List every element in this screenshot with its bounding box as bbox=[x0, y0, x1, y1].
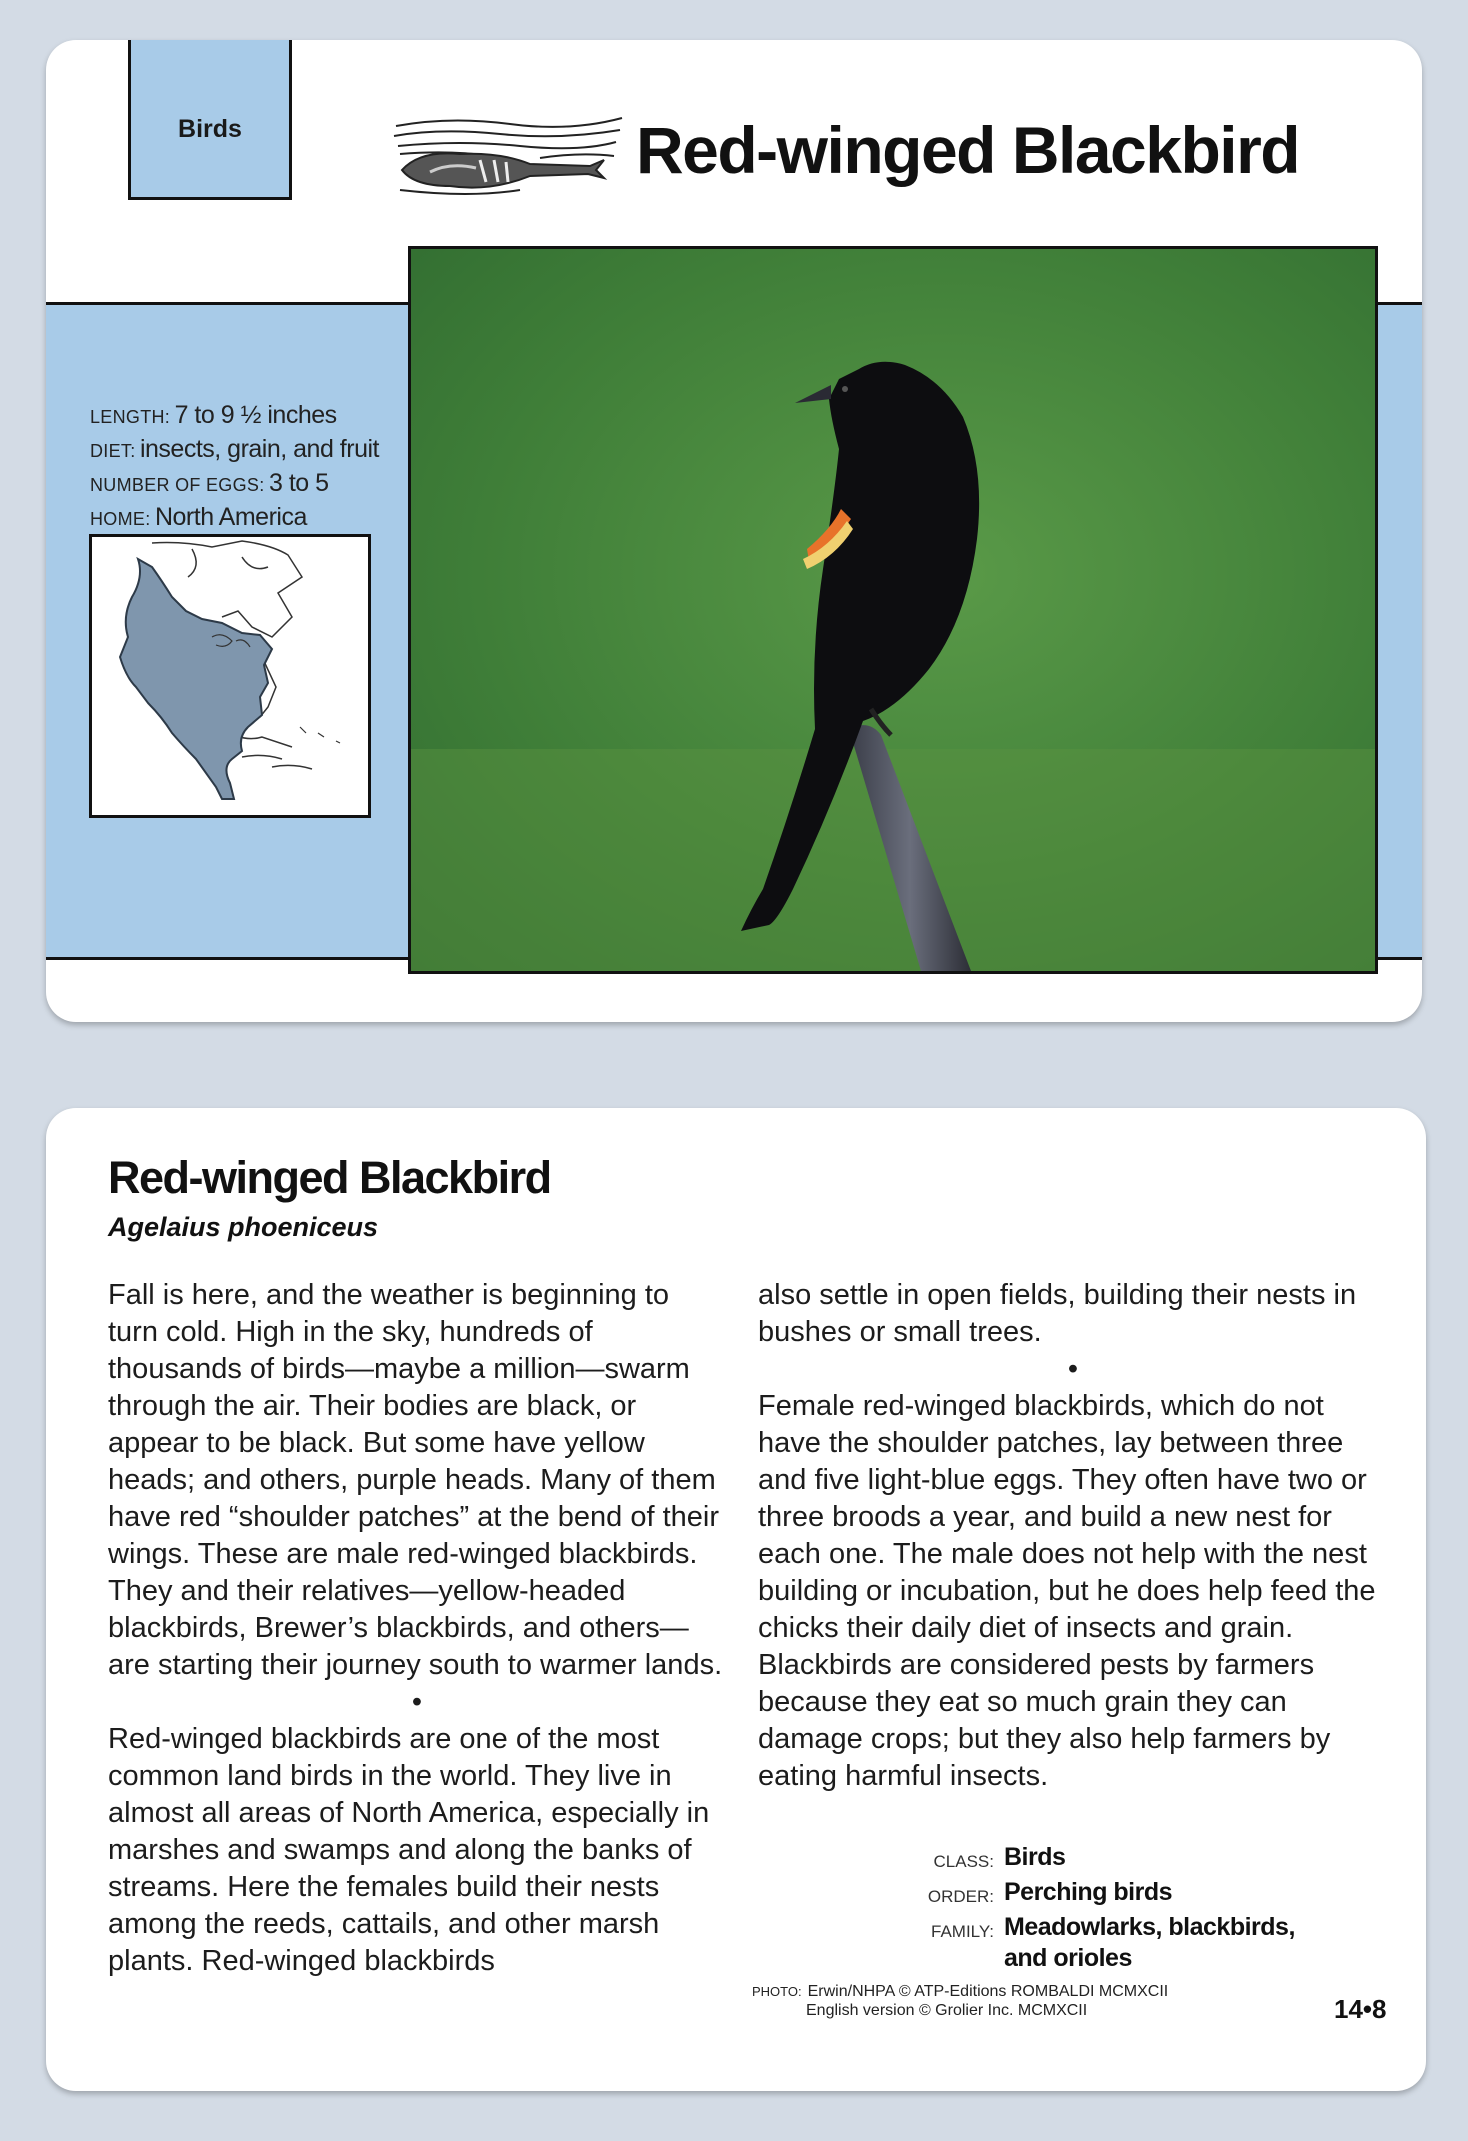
credit-text: Erwin/NHPA © ATP-Editions ROMBALDI MCMXCII bbox=[807, 1983, 1169, 2000]
taxonomy-label: CLASS: bbox=[933, 1852, 994, 1871]
range-map bbox=[89, 534, 371, 818]
credit-line-2: English version © Grolier Inc. MCMXCII bbox=[806, 2002, 1088, 2019]
fact-home bbox=[90, 502, 379, 536]
fact-diet bbox=[90, 434, 379, 468]
taxonomy-class bbox=[924, 1842, 1314, 1877]
fact-length bbox=[90, 400, 379, 434]
fact-value: 7 to 9 ½ inches bbox=[174, 401, 337, 429]
taxonomy-label: FAMILY: bbox=[931, 1922, 994, 1941]
bird-photo bbox=[408, 246, 1378, 974]
fact-eggs bbox=[90, 468, 379, 502]
range-area bbox=[120, 559, 272, 799]
taxonomy-value: Perching birds bbox=[1004, 1878, 1173, 1906]
fact-value: 3 to 5 bbox=[268, 469, 329, 497]
fact-value: North America bbox=[154, 503, 307, 531]
taxonomy-order bbox=[924, 1877, 1314, 1912]
taxonomy-value: Birds bbox=[1004, 1843, 1066, 1871]
fact-list bbox=[90, 400, 379, 536]
species-title: Red-winged Blackbird bbox=[108, 1152, 551, 1203]
fact-label: DIET: bbox=[90, 441, 136, 461]
fact-label: LENGTH: bbox=[90, 407, 171, 427]
paragraph: Red-winged blackbirds are one of the most common land birds in the world. They live in almost all areas of North America, especially in marshes and swamps and along the banks of streams. Here the females build their nests among the reeds, cattails, and other marsh plants. Red-winged blackbirds bbox=[108, 1723, 710, 1977]
fact-label: HOME: bbox=[90, 509, 151, 529]
paragraph: Fall is here, and the weather is beginning to turn cold. High in the sky, hundreds of thousands of birds—maybe a million—swarm through the air. Their bodies are black, or appear to be black. But some have yellow heads; and others, purple heads. Many of them have red “shoulder patches” at the bend of their wings. These are male red-winged blackbirds. They and their relatives—yellow-headed blackbirds, Brewer’s blackbirds, and others—are starting their journey south to warmer lands. bbox=[108, 1279, 723, 1681]
text-column-right bbox=[758, 1277, 1388, 1795]
bird-sketch-icon bbox=[390, 102, 624, 202]
credit-label: PHOTO: bbox=[752, 1984, 802, 1999]
bullet-divider: • bbox=[1067, 1353, 1079, 1385]
taxonomy-table bbox=[924, 1842, 1314, 1974]
bullet-divider: • bbox=[411, 1686, 423, 1718]
back-card bbox=[46, 1108, 1426, 2091]
fact-label: NUMBER OF EGGS: bbox=[90, 475, 265, 495]
fact-value: insects, grain, and fruit bbox=[139, 435, 379, 463]
page-title: Red-winged Blackbird bbox=[636, 113, 1300, 187]
category-tab bbox=[128, 40, 292, 200]
photo-credit bbox=[752, 1982, 1168, 2020]
text-column-left bbox=[108, 1277, 726, 1980]
paragraph: Female red-winged blackbirds, which do not have the shoulder patches, lay between three and five light-blue eggs. They often have two or three broods a year, and build a new nest for each one. The male does not help with the nest building or incubation, but he does help feed the chicks their daily diet of insects and grain. Blackbirds are considered pests by farmers because they eat so much grain they can damage crops; but they also help farmers by eating harmful insects. bbox=[758, 1390, 1376, 1792]
taxonomy-family bbox=[924, 1912, 1314, 1974]
paragraph: also settle in open fields, building their nests in bushes or small trees. bbox=[758, 1279, 1357, 1348]
category-label: Birds bbox=[178, 115, 242, 143]
front-card bbox=[46, 40, 1422, 1022]
taxonomy-label: ORDER: bbox=[927, 1887, 994, 1906]
north-america-map bbox=[92, 537, 368, 815]
credit-line-1 bbox=[752, 1982, 1168, 2001]
card-number: 14•8 bbox=[1334, 1994, 1387, 2024]
taxonomy-value: Meadowlarks, blackbirds, and orioles bbox=[1004, 1913, 1295, 1972]
scientific-name: Agelaius phoeniceus bbox=[108, 1212, 379, 1242]
